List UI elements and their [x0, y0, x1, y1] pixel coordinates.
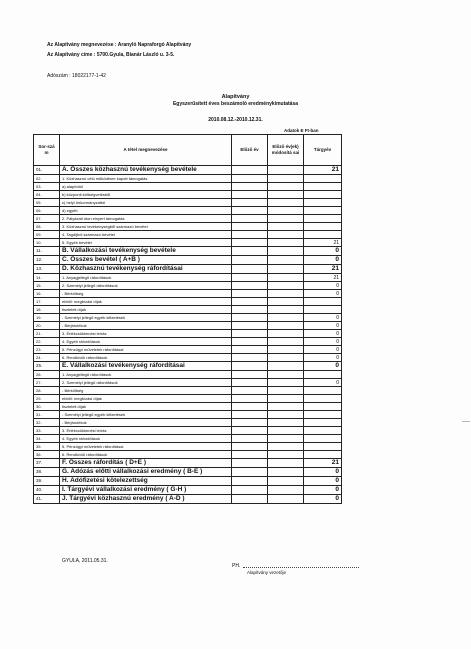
- row-label: 6. Rendkívüli ráfordítások: [60, 451, 232, 459]
- table-row: [34, 468, 342, 477]
- table-row: [34, 322, 342, 330]
- prev-year-correction-value: [268, 282, 304, 290]
- row-label: tiszteleti díjak: [60, 403, 232, 411]
- prev-year-value: [232, 183, 268, 191]
- row-label: d) egyéb: [60, 207, 232, 215]
- prev-year-correction-value: [268, 411, 304, 419]
- prev-year-value: [232, 371, 268, 379]
- row-label: 2. Személyi jellegű ráfordítások: [60, 379, 232, 387]
- table-row: [34, 166, 342, 175]
- current-year-value: 0: [304, 256, 342, 265]
- prev-year-correction-value: [268, 443, 304, 451]
- table-row: [34, 443, 342, 451]
- row-label: E. Vállalkozási tevékenység ráfordításai: [60, 362, 232, 371]
- table-row: [34, 379, 342, 387]
- prev-year-correction-value: [268, 346, 304, 354]
- prev-year-correction-value: [268, 379, 304, 387]
- current-year-value: [304, 175, 342, 183]
- row-number: 23.: [34, 346, 60, 354]
- current-year-value: 0: [304, 282, 342, 290]
- row-number: 25.: [34, 362, 60, 371]
- prev-year-correction-value: [268, 371, 304, 379]
- prev-year-correction-value: [268, 231, 304, 239]
- current-year-value: [304, 231, 342, 239]
- signature-line: [243, 567, 359, 568]
- document-subtitle: Egyszerűsített éves beszámoló eredménykimutatása: [172, 101, 299, 107]
- table-row: [34, 314, 342, 322]
- row-label: 5. Pénzügyi műveletek ráfordításai: [60, 443, 232, 451]
- current-year-value: [304, 371, 342, 379]
- prev-year-value: [232, 215, 268, 223]
- row-number: 38.: [34, 468, 60, 477]
- prev-year-correction-value: [268, 298, 304, 306]
- row-number: 03.: [34, 183, 60, 191]
- row-label: tiszteleti díjak: [60, 306, 232, 314]
- row-label: D. Közhasznú tevékenység ráfordításai: [60, 265, 232, 274]
- row-label: B. Vállalkozási tevékenység bevétele: [60, 247, 232, 256]
- row-number: 05.: [34, 199, 60, 207]
- prev-year-correction-value: [268, 265, 304, 274]
- prev-year-value: [232, 443, 268, 451]
- row-label: - Bérjárulékok: [60, 322, 232, 330]
- table-row: [34, 477, 342, 486]
- prev-year-value: [232, 419, 268, 427]
- prev-year-value: [232, 459, 268, 468]
- document-title: Alapítvány: [221, 94, 250, 100]
- current-year-value: [304, 427, 342, 435]
- row-number: 10.: [34, 239, 60, 247]
- prev-year-correction-value: [268, 191, 304, 199]
- table-row: [34, 346, 342, 354]
- prev-year-correction-value: [268, 183, 304, 191]
- prev-year-correction-value: [268, 207, 304, 215]
- prev-year-value: [232, 306, 268, 314]
- table-row: [34, 239, 342, 247]
- prev-year-value: [232, 330, 268, 338]
- stamp-label: PH.: [232, 563, 241, 569]
- row-number: 26.: [34, 371, 60, 379]
- row-number: 28.: [34, 387, 60, 395]
- current-year-value: 0: [304, 468, 342, 477]
- row-number: 08.: [34, 223, 60, 231]
- prev-year-correction-value: [268, 175, 304, 183]
- prev-year-correction-value: [268, 354, 304, 362]
- current-year-value: 0: [304, 354, 342, 362]
- table-row: [34, 199, 342, 207]
- row-number: 17.: [34, 298, 60, 306]
- prev-year-correction-value: [268, 199, 304, 207]
- table-row: [34, 191, 342, 199]
- prev-year-correction-value: [268, 477, 304, 486]
- row-label: 1. Anyagjellegű ráfordítások: [60, 371, 232, 379]
- current-year-value: [304, 215, 342, 223]
- table-row: [34, 495, 342, 504]
- table-row: [34, 215, 342, 223]
- prev-year-value: [232, 298, 268, 306]
- table-row: [34, 183, 342, 191]
- col-header-current-year: Tárgyév: [304, 135, 342, 166]
- prev-year-value: [232, 338, 268, 346]
- prev-year-value: [232, 362, 268, 371]
- row-label: ebből: megbízási díjak: [60, 298, 232, 306]
- row-number: 41.: [34, 495, 60, 504]
- prev-year-correction-value: [268, 486, 304, 495]
- scan-edge-mark: [462, 421, 470, 422]
- current-year-value: [304, 207, 342, 215]
- prev-year-correction-value: [268, 435, 304, 443]
- prev-year-value: [232, 274, 268, 282]
- row-number: 32.: [34, 419, 60, 427]
- prev-year-value: [232, 427, 268, 435]
- table-row: [34, 330, 342, 338]
- row-label: 3. Értékcsökkenési leírás: [60, 427, 232, 435]
- row-number: 04.: [34, 191, 60, 199]
- row-label: 1. Anyagjellegű ráfordítások: [60, 274, 232, 282]
- prev-year-correction-value: [268, 495, 304, 504]
- row-label: - Bérköltség: [60, 387, 232, 395]
- row-number: 24.: [34, 354, 60, 362]
- prev-year-value: [232, 239, 268, 247]
- current-year-value: 21: [304, 274, 342, 282]
- row-label: 3. Értékcsökkenési leírás: [60, 330, 232, 338]
- current-year-value: [304, 411, 342, 419]
- prev-year-correction-value: [268, 274, 304, 282]
- current-year-value: 21: [304, 265, 342, 274]
- row-label: - Személyi jellegű egyéb kifizetések: [60, 314, 232, 322]
- prev-year-value: [232, 354, 268, 362]
- current-year-value: 0: [304, 338, 342, 346]
- current-year-value: [304, 298, 342, 306]
- row-label: 5. Egyéb bevétel: [60, 239, 232, 247]
- table-row: [34, 354, 342, 362]
- income-statement-table: [33, 134, 342, 504]
- place-and-date: GYULA, 2011.05.31.: [62, 558, 108, 564]
- row-label: 4. Egyéb ráfordítások: [60, 435, 232, 443]
- prev-year-value: [232, 477, 268, 486]
- current-year-value: [304, 223, 342, 231]
- prev-year-value: [232, 468, 268, 477]
- prev-year-value: [232, 223, 268, 231]
- prev-year-correction-value: [268, 459, 304, 468]
- prev-year-correction-value: [268, 330, 304, 338]
- row-label: 4. Egyéb ráfordítások: [60, 338, 232, 346]
- prev-year-value: [232, 395, 268, 403]
- row-label: - Bérköltség: [60, 290, 232, 298]
- current-year-value: 0: [304, 290, 342, 298]
- prev-year-value: [232, 346, 268, 354]
- prev-year-value: [232, 207, 268, 215]
- table-row: [34, 231, 342, 239]
- prev-year-value: [232, 451, 268, 459]
- current-year-value: 0: [304, 346, 342, 354]
- row-label: 4. Tagdíjból származó bevétel: [60, 231, 232, 239]
- current-year-value: 0: [304, 314, 342, 322]
- row-number: 31.: [34, 411, 60, 419]
- col-header-row-number: Sor-szá m: [34, 135, 60, 166]
- prev-year-value: [232, 403, 268, 411]
- table-row: [34, 290, 342, 298]
- table-row: [34, 395, 342, 403]
- current-year-value: 0: [304, 477, 342, 486]
- prev-year-correction-value: [268, 290, 304, 298]
- table-row: [34, 403, 342, 411]
- prev-year-value: [232, 247, 268, 256]
- row-number: 09.: [34, 231, 60, 239]
- prev-year-value: [232, 314, 268, 322]
- row-number: 06.: [34, 207, 60, 215]
- prev-year-correction-value: [268, 215, 304, 223]
- current-year-value: 21: [304, 166, 342, 175]
- row-number: 19.: [34, 314, 60, 322]
- current-year-value: [304, 387, 342, 395]
- row-number: 02.: [34, 175, 60, 183]
- table-row: [34, 306, 342, 314]
- row-number: 27.: [34, 379, 60, 387]
- registrant-address: Az Alapítvány címe : 5700.Gyula, Bianár László u. 3-5.: [47, 52, 175, 58]
- table-row: [34, 298, 342, 306]
- prev-year-correction-value: [268, 223, 304, 231]
- prev-year-correction-value: [268, 451, 304, 459]
- table-row: [34, 274, 342, 282]
- prev-year-correction-value: [268, 322, 304, 330]
- row-label: G. Adózás előtti vállalkozási eredmény ( B-E ): [60, 468, 232, 477]
- prev-year-correction-value: [268, 314, 304, 322]
- prev-year-correction-value: [268, 338, 304, 346]
- current-year-value: 0: [304, 322, 342, 330]
- table-row: [34, 362, 342, 371]
- table-row: [34, 256, 342, 265]
- tax-number: Adószám : 18022177-1-42: [47, 73, 106, 79]
- row-label: 3. Közhasznú tevékenységből származó bevétel: [60, 223, 232, 231]
- row-number: 20.: [34, 322, 60, 330]
- row-number: 33.: [34, 427, 60, 435]
- table-row: [34, 282, 342, 290]
- current-year-value: 21: [304, 239, 342, 247]
- table-row: [34, 207, 342, 215]
- current-year-value: [304, 435, 342, 443]
- table-row: [34, 265, 342, 274]
- table-row: [34, 247, 342, 256]
- prev-year-value: [232, 282, 268, 290]
- prev-year-correction-value: [268, 395, 304, 403]
- prev-year-value: [232, 322, 268, 330]
- row-label: 2. Személyi jellegű ráfordítások: [60, 282, 232, 290]
- prev-year-value: [232, 191, 268, 199]
- row-label: F. Összes ráfordítás ( D+E ): [60, 459, 232, 468]
- prev-year-value: [232, 411, 268, 419]
- prev-year-value: [232, 379, 268, 387]
- prev-year-correction-value: [268, 468, 304, 477]
- table-row: [34, 175, 342, 183]
- current-year-value: [304, 395, 342, 403]
- unit-note: Adatok E Ft-ban: [284, 128, 319, 133]
- row-number: 22.: [34, 338, 60, 346]
- table-row: [34, 371, 342, 379]
- prev-year-value: [232, 166, 268, 175]
- prev-year-value: [232, 435, 268, 443]
- row-number: 35.: [34, 443, 60, 451]
- prev-year-value: [232, 175, 268, 183]
- row-label: ebből: megbízási díjak: [60, 395, 232, 403]
- prev-year-value: [232, 265, 268, 274]
- row-number: 12.: [34, 256, 60, 265]
- table-row: [34, 451, 342, 459]
- current-year-value: 21: [304, 459, 342, 468]
- prev-year-value: [232, 486, 268, 495]
- prev-year-correction-value: [268, 387, 304, 395]
- row-label: 1. Közhasznú célú működésre kapott támogatás: [60, 175, 232, 183]
- row-number: 30.: [34, 403, 60, 411]
- row-number: 40.: [34, 486, 60, 495]
- current-year-value: [304, 191, 342, 199]
- prev-year-value: [232, 290, 268, 298]
- row-number: 21.: [34, 330, 60, 338]
- signatory-title: Alapítvány vezetője: [247, 570, 287, 575]
- table-row: [34, 411, 342, 419]
- row-label: H. Adófizetési kötelezettség: [60, 477, 232, 486]
- row-number: 13.: [34, 265, 60, 274]
- current-year-value: 0: [304, 486, 342, 495]
- row-label: a) alapítótól: [60, 183, 232, 191]
- table-header-row: [34, 135, 342, 166]
- row-label: A. Összes közhasznú tevékenység bevétele: [60, 166, 232, 175]
- table-row: [34, 427, 342, 435]
- table-row: [34, 387, 342, 395]
- row-number: 01.: [34, 166, 60, 175]
- row-number: 29.: [34, 395, 60, 403]
- prev-year-value: [232, 387, 268, 395]
- row-label: I. Tárgyévi vállalkozási eredmény ( G-H ): [60, 486, 232, 495]
- row-number: 36.: [34, 451, 60, 459]
- row-label: 6. Rendkívüli ráfordítások: [60, 354, 232, 362]
- current-year-value: [304, 419, 342, 427]
- row-number: 18.: [34, 306, 60, 314]
- current-year-value: [304, 199, 342, 207]
- row-number: 15.: [34, 282, 60, 290]
- row-label: J. Tárgyévi közhasznú eredmény ( A-D ): [60, 495, 232, 504]
- row-number: 34.: [34, 435, 60, 443]
- table-row: [34, 223, 342, 231]
- prev-year-correction-value: [268, 427, 304, 435]
- row-label: 2. Pályázati úton elnyert támogatás: [60, 215, 232, 223]
- prev-year-value: [232, 256, 268, 265]
- current-year-value: 0: [304, 247, 342, 256]
- row-label: - Személyi jellegű egyéb kifizetések: [60, 411, 232, 419]
- col-header-item: A tétel megnevezése: [60, 135, 232, 166]
- col-header-prev-year: Előző év: [232, 135, 268, 166]
- prev-year-value: [232, 495, 268, 504]
- current-year-value: 0: [304, 330, 342, 338]
- row-number: 39.: [34, 477, 60, 486]
- current-year-value: [304, 403, 342, 411]
- table-row: [34, 338, 342, 346]
- table-row: [34, 486, 342, 495]
- row-label: C. Összes bevétel ( A+B ): [60, 256, 232, 265]
- prev-year-correction-value: [268, 247, 304, 256]
- prev-year-value: [232, 231, 268, 239]
- row-label: b) központi költségvetésből: [60, 191, 232, 199]
- prev-year-value: [232, 199, 268, 207]
- current-year-value: 0: [304, 362, 342, 371]
- prev-year-correction-value: [268, 403, 304, 411]
- current-year-value: 0: [304, 379, 342, 387]
- current-year-value: [304, 451, 342, 459]
- prev-year-correction-value: [268, 256, 304, 265]
- prev-year-correction-value: [268, 419, 304, 427]
- registrant-name: Az Alapítvány megnevezése : Aranyló Napraforgó Alapítvány: [47, 42, 192, 48]
- current-year-value: 0: [304, 495, 342, 504]
- reporting-period: 2010.08.12.-2010.12.31.: [208, 117, 263, 123]
- row-number: 07.: [34, 215, 60, 223]
- row-number: 37.: [34, 459, 60, 468]
- row-number: 11.: [34, 247, 60, 256]
- row-label: - Bérjárulékok: [60, 419, 232, 427]
- row-label: c) helyi önkormányzattól: [60, 199, 232, 207]
- row-label: 5. Pénzügyi műveletek ráfordításai: [60, 346, 232, 354]
- current-year-value: [304, 443, 342, 451]
- current-year-value: [304, 306, 342, 314]
- table-row: [34, 459, 342, 468]
- prev-year-correction-value: [268, 239, 304, 247]
- prev-year-correction-value: [268, 166, 304, 175]
- table-row: [34, 419, 342, 427]
- prev-year-correction-value: [268, 362, 304, 371]
- current-year-value: [304, 183, 342, 191]
- col-header-prev-year-corrections: Előző év(ek) módosítá sai: [268, 135, 304, 166]
- row-number: 16.: [34, 290, 60, 298]
- row-number: 14.: [34, 274, 60, 282]
- table-row: [34, 435, 342, 443]
- prev-year-correction-value: [268, 306, 304, 314]
